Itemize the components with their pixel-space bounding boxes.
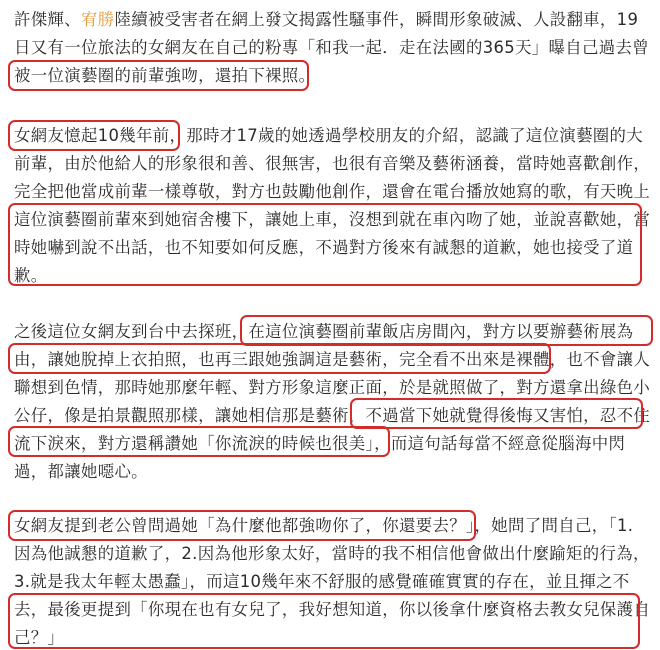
text-segment: 許傑輝、 bbox=[14, 10, 81, 29]
paragraph-1-line-3: 被一位演藝圈的前輩強吻，還拍下裸照。 bbox=[14, 66, 316, 85]
paragraph-3-line-2: 由，讓她脫掉上衣拍照，也再三跟她強調這是藝術，完全看不出來是裸體，也不會讓人 bbox=[14, 350, 651, 369]
paragraph-4-line-3: 3.就是我太年輕太愚蠢」，而這10幾年來不舒服的感覺確確實實的存在，並且揮之不 bbox=[14, 572, 630, 591]
artist-link[interactable]: 宥勝 bbox=[80, 10, 115, 29]
paragraph-1-line-2: 日又有一位旅法的女網友在自己的粉專「和我一起．走在法國的365天」曝自己過去曾 bbox=[14, 38, 649, 57]
highlight-box bbox=[240, 315, 653, 346]
paragraph-1-line-1 bbox=[14, 8, 638, 32]
paragraph-4-line-5: 己？」 bbox=[14, 628, 65, 647]
paragraph-3-line-3: 聯想到色情，那時她那麼年輕、對方形象這麼正面，於是就照做了，對方還拿出綠色小 bbox=[14, 378, 651, 397]
paragraph-4-line-2: 因為他誠懇的道歉了，2.因為他形象太好，當時的我不相信他會做出什麼踰矩的行為， bbox=[14, 544, 650, 563]
highlight-box bbox=[8, 343, 551, 374]
paragraph-3-line-4: 公仔，像是拍景觀照那樣，讓她相信那是藝術，不過當下她就覺得後悔又害怕，忍不住 bbox=[14, 406, 651, 425]
highlight-box bbox=[350, 398, 643, 429]
highlight-box bbox=[8, 426, 390, 457]
paragraph-2-line-2: 前輩，由於他給人的形象很和善、很無害，也很有音樂及藝術涵養，當時她喜歡創作， bbox=[14, 154, 651, 173]
paragraph-3-line-1: 之後這位女網友到台中去探班，在這位演藝圈前輩飯店房間內，對方以要辦藝術展為 bbox=[14, 322, 634, 341]
paragraph-4-line-4: 去，最後更提到「你現在也有女兒了，我好想知道，你以後拿什麼資格去教女兒保護自 bbox=[14, 600, 651, 619]
paragraph-2-line-3: 完全把他當成前輩一樣尊敬，對方也鼓勵他創作，還會在電台播放她寫的歌，有天晚上 bbox=[14, 182, 651, 201]
paragraph-2-line-4: 這位演藝圈前輩來到她宿舍樓下，讓她上車，沒想到就在車內吻了她，並說喜歡她，當 bbox=[14, 210, 651, 229]
text-segment: 陸續被受害者在網上發文揭露性騷事件，瞬間形象破滅、人設翻車，19 bbox=[114, 10, 639, 29]
paragraph-3-line-6: 過，都讓她噁心。 bbox=[14, 462, 148, 481]
highlight-box bbox=[8, 593, 640, 649]
paragraph-2-line-5: 時她嚇到說不出話，也不知要如何反應，不過對方後來有誠懇的道歉，她也接受了道 bbox=[14, 238, 634, 257]
highlight-box bbox=[8, 60, 309, 91]
paragraph-4-line-1: 女網友提到老公曾問過她「為什麼他都強吻你了，你還要去？」，她問了問自己，「1. bbox=[14, 516, 634, 535]
paragraph-3-line-5: 流下淚來，對方還稱讚她「你流淚的時候也很美」，而這句話每當不經意從腦海中閃 bbox=[14, 434, 626, 453]
highlight-box bbox=[8, 120, 180, 151]
highlight-box bbox=[8, 203, 642, 286]
paragraph-2-line-6: 歉。 bbox=[14, 266, 48, 285]
paragraph-2-line-1: 女網友憶起10幾年前，那時才17歲的她透過學校朋友的介紹，認識了這位演藝圈的大 bbox=[14, 126, 644, 145]
highlight-box bbox=[8, 510, 476, 541]
